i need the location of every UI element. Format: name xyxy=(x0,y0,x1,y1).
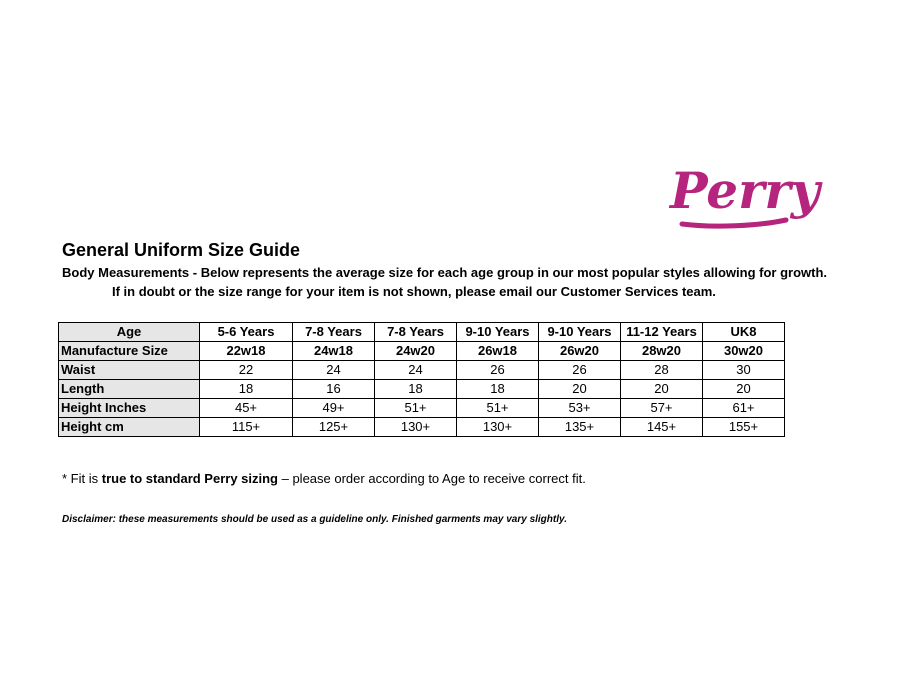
subtitle-line-2: If in doubt or the size range for your item is not shown, please email our Customer Services team. xyxy=(112,284,716,299)
row-label-cell: Manufacture Size xyxy=(59,342,200,361)
subtitle-line-1: Body Measurements - Below represents the average size for each age group in our most popular styles allowing for growth. xyxy=(62,265,828,280)
age-cell: 5-6 Years xyxy=(200,323,293,342)
value-cell: 26w20 xyxy=(539,342,621,361)
table-header-row xyxy=(59,323,785,342)
age-cell: 9-10 Years xyxy=(539,323,621,342)
value-cell: 18 xyxy=(375,380,457,399)
value-cell: 61+ xyxy=(703,399,785,418)
value-cell: 51+ xyxy=(375,399,457,418)
value-cell: 24w18 xyxy=(293,342,375,361)
value-cell: 53+ xyxy=(539,399,621,418)
age-cell: UK8 xyxy=(703,323,785,342)
value-cell: 18 xyxy=(200,380,293,399)
age-cell: 11-12 Years xyxy=(621,323,703,342)
value-cell: 26w18 xyxy=(457,342,539,361)
value-cell: 20 xyxy=(703,380,785,399)
perry-logo xyxy=(668,148,820,232)
value-cell: 125+ xyxy=(293,418,375,437)
header-label-cell: Age xyxy=(59,323,200,342)
fit-note-bold: true to standard Perry sizing xyxy=(101,471,278,486)
value-cell: 22w18 xyxy=(200,342,293,361)
row-label-cell: Height cm xyxy=(59,418,200,437)
row-label-cell: Height Inches xyxy=(59,399,200,418)
value-cell: 51+ xyxy=(457,399,539,418)
value-cell: 30 xyxy=(703,361,785,380)
fit-note xyxy=(62,471,586,486)
page-title: General Uniform Size Guide xyxy=(62,240,301,260)
value-cell: 130+ xyxy=(457,418,539,437)
table-row xyxy=(59,399,785,418)
value-cell: 135+ xyxy=(539,418,621,437)
logo-text: Perry xyxy=(670,161,820,220)
age-cell: 7-8 Years xyxy=(375,323,457,342)
value-cell: 155+ xyxy=(703,418,785,437)
value-cell: 28 xyxy=(621,361,703,380)
row-label-cell: Waist xyxy=(59,361,200,380)
row-label-cell: Length xyxy=(59,380,200,399)
value-cell: 18 xyxy=(457,380,539,399)
table-row xyxy=(59,380,785,399)
value-cell: 26 xyxy=(457,361,539,380)
value-cell: 30w20 xyxy=(703,342,785,361)
disclaimer: Disclaimer: these measurements should be used as a guideline only. Finished garments may vary slightly. xyxy=(62,514,567,525)
value-cell: 49+ xyxy=(293,399,375,418)
size-guide-table xyxy=(58,322,785,437)
value-cell: 145+ xyxy=(621,418,703,437)
value-cell: 20 xyxy=(539,380,621,399)
age-cell: 7-8 Years xyxy=(293,323,375,342)
value-cell: 26 xyxy=(539,361,621,380)
value-cell: 16 xyxy=(293,380,375,399)
value-cell: 22 xyxy=(200,361,293,380)
table-row xyxy=(59,342,785,361)
value-cell: 57+ xyxy=(621,399,703,418)
value-cell: 24 xyxy=(293,361,375,380)
value-cell: 130+ xyxy=(375,418,457,437)
value-cell: 28w20 xyxy=(621,342,703,361)
value-cell: 20 xyxy=(621,380,703,399)
age-cell: 9-10 Years xyxy=(457,323,539,342)
logo-swash xyxy=(682,220,786,226)
fit-note-prefix: * Fit is xyxy=(62,471,102,486)
value-cell: 24w20 xyxy=(375,342,457,361)
value-cell: 45+ xyxy=(200,399,293,418)
table-row xyxy=(59,361,785,380)
value-cell: 24 xyxy=(375,361,457,380)
fit-note-suffix: – please order according to Age to receive correct fit. xyxy=(278,471,586,486)
table-row xyxy=(59,418,785,437)
value-cell: 115+ xyxy=(200,418,293,437)
